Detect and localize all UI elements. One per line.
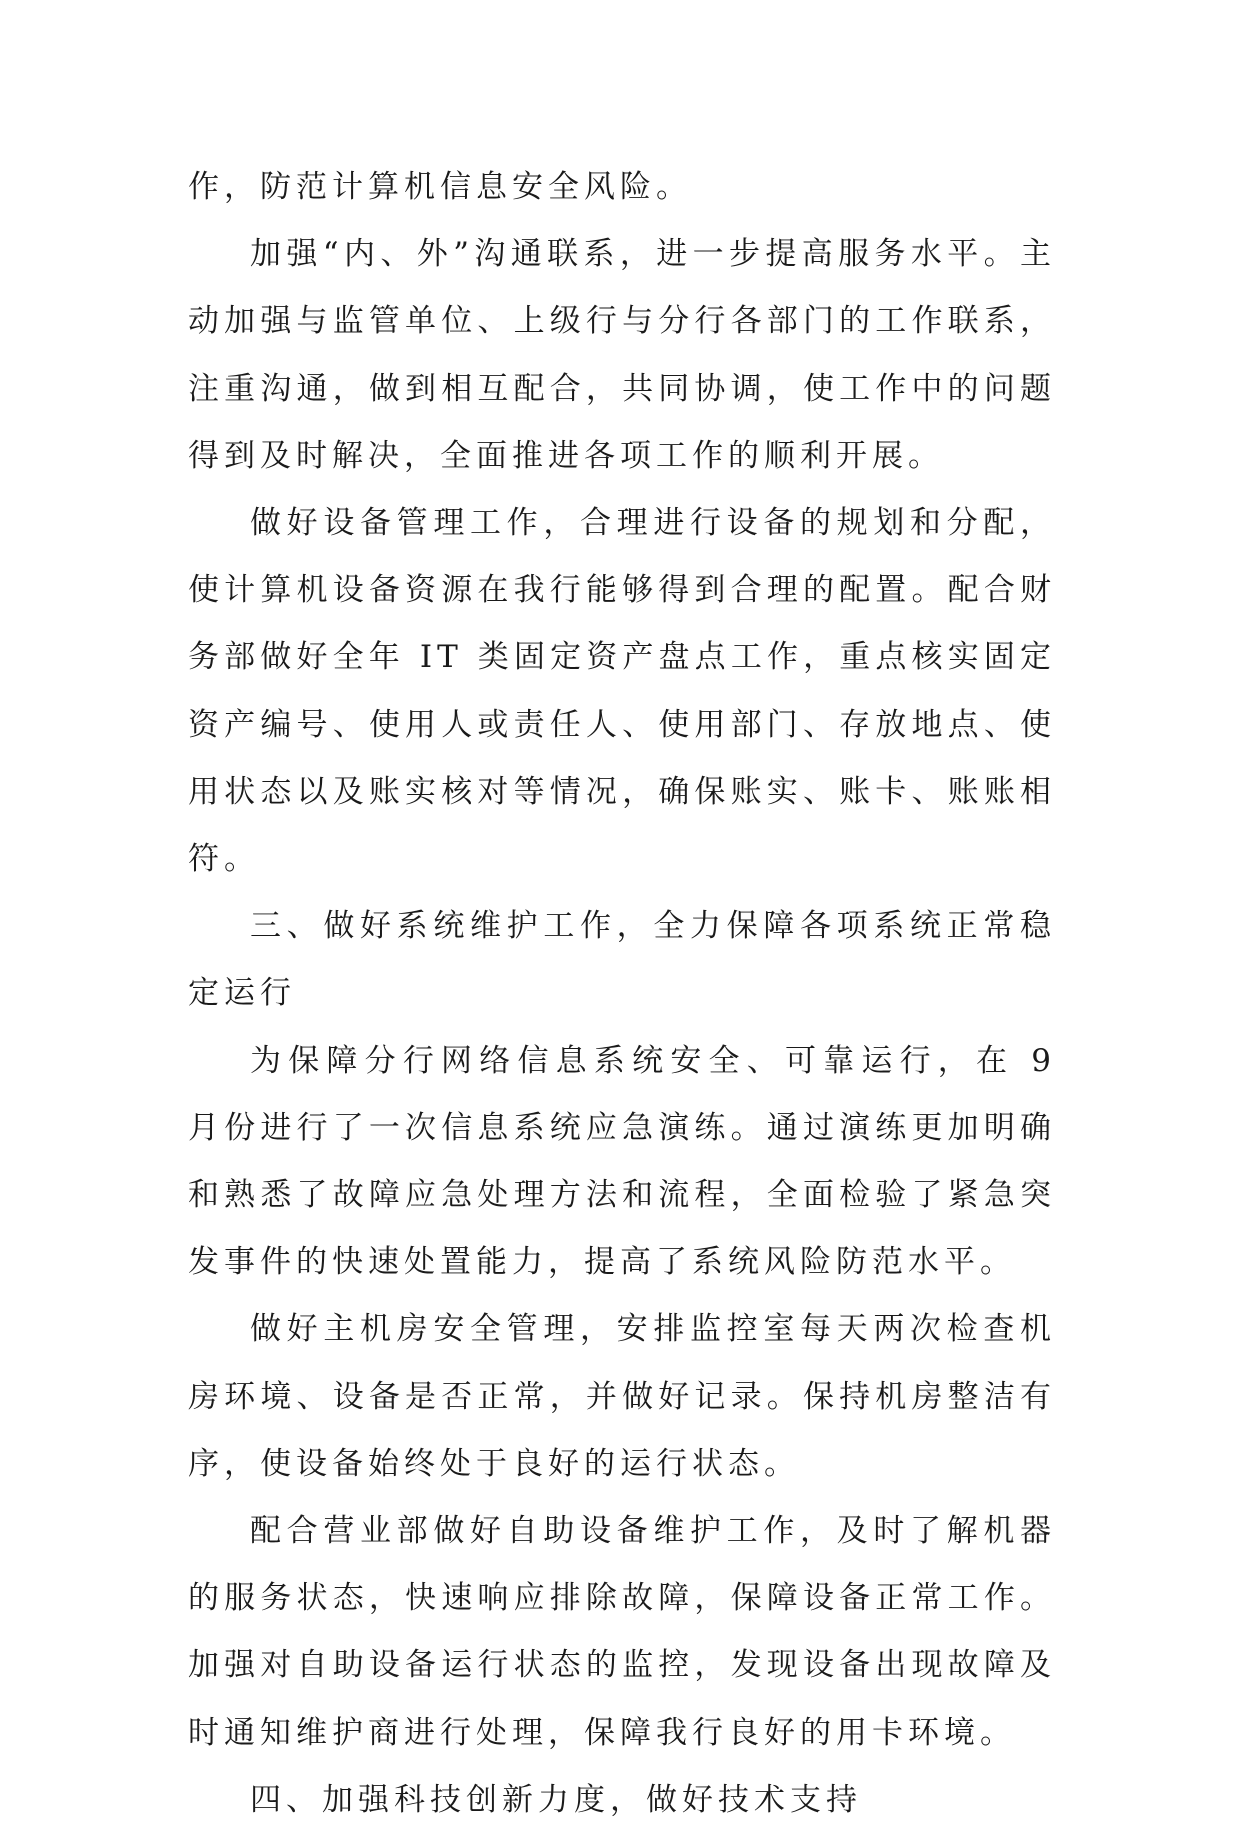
document-body bbox=[188, 154, 1056, 1834]
paragraph-2: 加强“内、外”沟通联系，进一步提高服务水平。主动加强与监管单位、上级行与分行各部门的工作联系，注重沟通，做到相互配合，共同协调，使工作中的问题得到及时解决，全面推进各项工作的顺利开展。 bbox=[188, 236, 1056, 474]
paragraph-3: 做好设备管理工作，合理进行设备的规划和分配，使计算机设备资源在我行能够得到合理的配置。配合财务部做好全年 IT 类固定资产盘点工作，重点核实固定资产编号、使用人或责任人、使用部门、存放地点、使用状态以及账实核对等情况，确保账实、账卡、账账相符。 bbox=[188, 505, 1056, 878]
paragraph-6: 做好主机房安全管理，安排监控室每天两次检查机房环境、设备是否正常，并做好记录。保持机房整洁有序，使设备始终处于良好的运行状态。 bbox=[188, 1311, 1056, 1482]
section-heading-4: 四、加强科技创新力度，做好技术支持 bbox=[250, 1781, 862, 1818]
paragraph-1: 作，防范计算机信息安全风险。 bbox=[188, 169, 692, 205]
paragraph-5: 为保障分行网络信息系统安全、可靠运行，在 9 月份进行了一次信息系统应急演练。通过演练更加明确和熟悉了故障应急处理方法和流程，全面检验了紧急突发事件的快速处置能力，提高了系统风险防范水平。 bbox=[188, 1042, 1056, 1281]
section-heading-3: 三、做好系统维护工作，全力保障各项系统正常稳定运行 bbox=[188, 908, 1056, 1012]
paragraph-7: 配合营业部做好自助设备维护工作，及时了解机器的服务状态，快速响应排除故障，保障设备正常工作。加强对自助设备运行状态的监控，发现设备出现故障及时通知维护商进行处理，保障我行良好的用卡环境。 bbox=[188, 1513, 1056, 1751]
